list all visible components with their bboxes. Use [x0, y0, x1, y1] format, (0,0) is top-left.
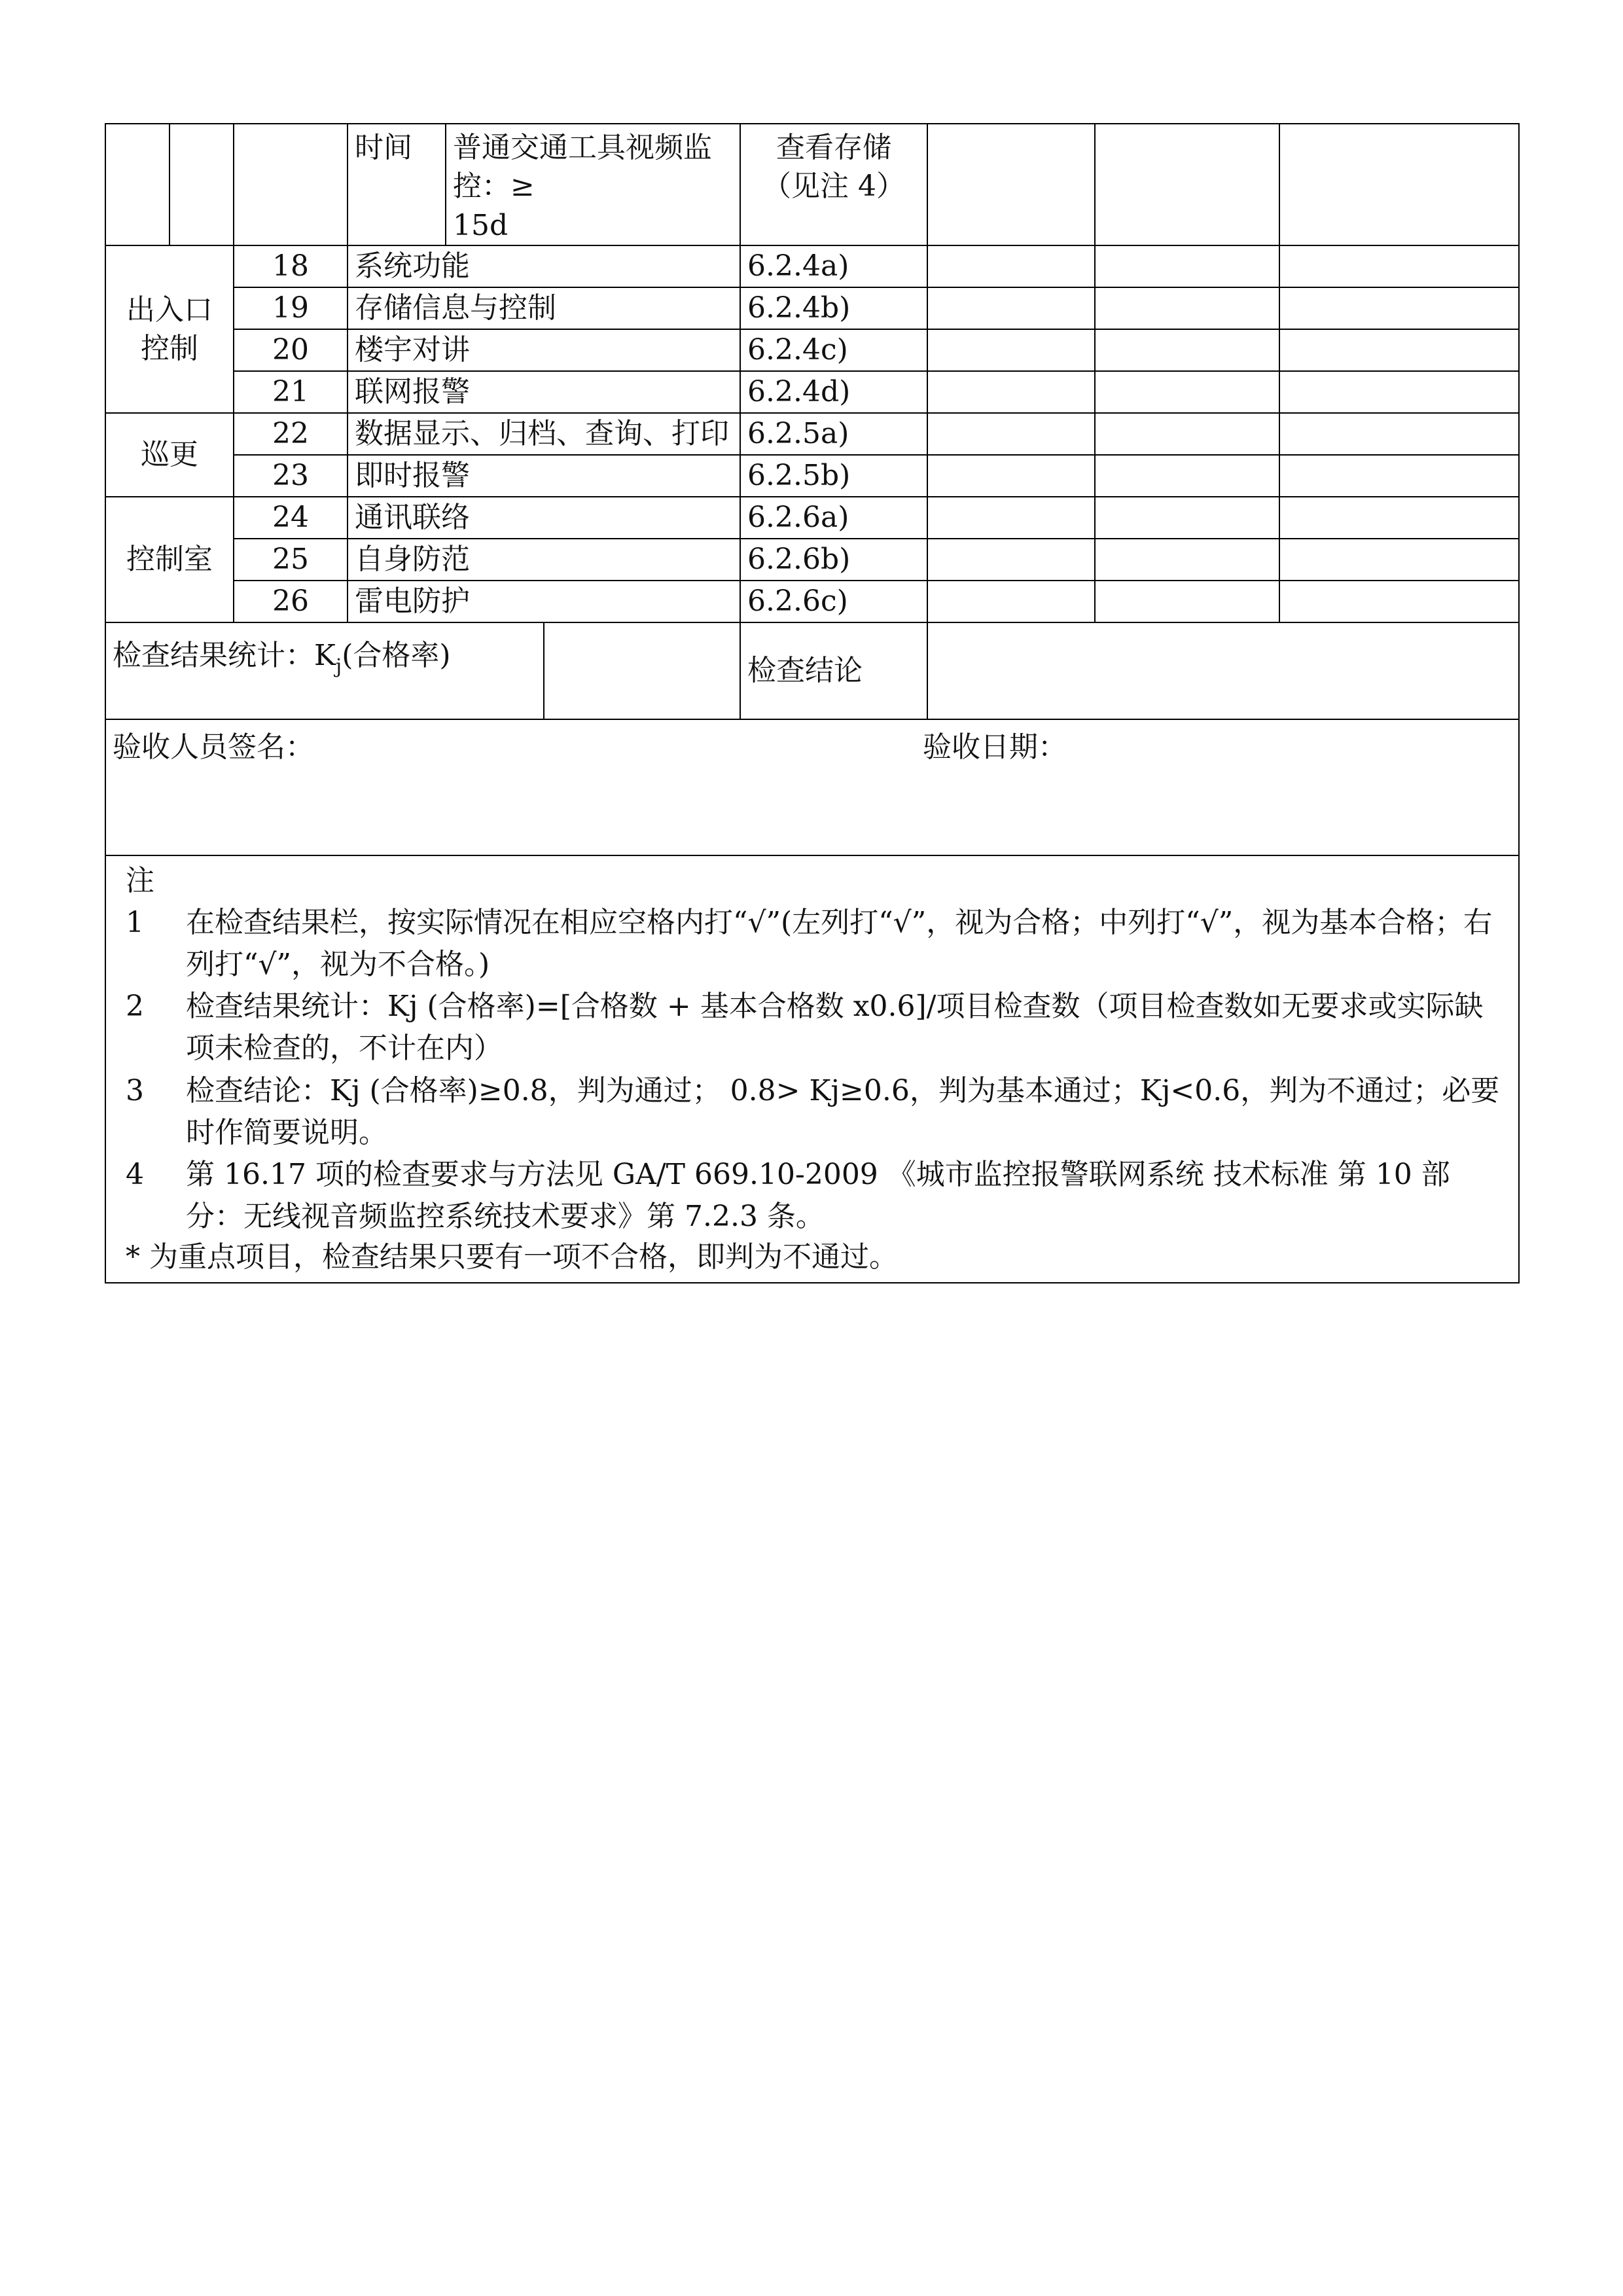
- result-basic-cell[interactable]: [1095, 581, 1279, 622]
- result-basic-cell[interactable]: [1095, 413, 1279, 455]
- statistics-label-suffix: (合格率): [342, 639, 451, 673]
- result-basic-cell[interactable]: [1095, 329, 1279, 371]
- result-pass-cell[interactable]: [927, 539, 1095, 581]
- table-row: [105, 287, 1519, 329]
- statistics-label-sub: j: [335, 655, 342, 679]
- row-clause: 6.2.4c): [740, 329, 927, 371]
- result-pass-cell[interactable]: [927, 287, 1095, 329]
- result-fail-cell[interactable]: [1279, 124, 1519, 245]
- item-text: 时间: [355, 131, 412, 164]
- result-pass-cell[interactable]: [927, 245, 1095, 287]
- section-name-cell: [105, 413, 234, 497]
- note-number: 1: [126, 905, 144, 939]
- result-basic-cell[interactable]: [1095, 455, 1279, 497]
- row-item: 系统功能: [348, 245, 740, 287]
- result-basic-cell[interactable]: [1095, 371, 1279, 413]
- row-number: 26: [234, 581, 348, 622]
- method-text: 查看存储: [776, 131, 891, 164]
- table-row: [105, 124, 1519, 245]
- section-name-cell: [105, 497, 234, 622]
- section-name: 巡更: [141, 438, 198, 472]
- table-row: [105, 329, 1519, 371]
- statistics-label-text: 检查结果统计：K: [113, 639, 336, 673]
- note-number: 4: [126, 1157, 144, 1191]
- note-item: [126, 986, 1505, 1069]
- row-number: 25: [234, 539, 348, 581]
- note-text: 检查结果统计：Kj (合格率)=[合格数 + 基本合格数 x0.6]/项目检查数（项目检查数如无要求或实际缺项未检查的，不计在内）: [186, 990, 1484, 1066]
- row-item: 即时报警: [348, 455, 740, 497]
- row-item: 联网报警: [348, 371, 740, 413]
- result-fail-cell[interactable]: [1279, 539, 1519, 581]
- item-cell: [348, 124, 446, 245]
- conclusion-value-cell[interactable]: [927, 622, 1519, 719]
- row-number: 24: [234, 497, 348, 539]
- conclusion-label: 检查结论: [740, 622, 927, 719]
- row-item: 雷电防护: [348, 581, 740, 622]
- row-item: 通讯联络: [348, 497, 740, 539]
- section-name: 出入口: [126, 293, 213, 327]
- statistics-row: [105, 622, 1519, 719]
- result-basic-cell[interactable]: [1095, 245, 1279, 287]
- note-item: [126, 1070, 1505, 1154]
- note-number: 2: [126, 990, 144, 1024]
- result-fail-cell[interactable]: [1279, 245, 1519, 287]
- note-text: 在检查结果栏，按实际情况在相应空格内打“√”(左列打“√”，视为合格；中列打“√”，视为基本合格；右列打“√”，视为不合格。): [186, 905, 1493, 981]
- result-pass-cell[interactable]: [927, 455, 1095, 497]
- requirement-text: 普通交通工具视频监控：≥: [453, 131, 712, 204]
- table-row: [105, 497, 1519, 539]
- row-clause: 6.2.6c): [740, 581, 927, 622]
- result-pass-cell[interactable]: [927, 124, 1095, 245]
- result-basic-cell[interactable]: [1095, 539, 1279, 581]
- statistics-label: [105, 622, 544, 719]
- section-name: 控制: [141, 332, 198, 366]
- signature-cell: [105, 719, 1519, 855]
- result-pass-cell[interactable]: [927, 581, 1095, 622]
- row-clause: 6.2.4b): [740, 287, 927, 329]
- row-number: 20: [234, 329, 348, 371]
- row-clause: 6.2.4a): [740, 245, 927, 287]
- number-cell: [234, 124, 348, 245]
- result-basic-cell[interactable]: [1095, 497, 1279, 539]
- table-row: [105, 455, 1519, 497]
- row-clause: 6.2.6a): [740, 497, 927, 539]
- note-item: [126, 902, 1505, 986]
- table-row: [105, 539, 1519, 581]
- note-text: 第 16.17 项的检查要求与方法见 GA/T 669.10-2009 《城市监控报警联网系统 技术标准 第 10 部分：无线视音频监控系统技术要求》第 7.2.3 条。: [186, 1157, 1450, 1234]
- row-number: 19: [234, 287, 348, 329]
- subcategory-cell: [169, 124, 234, 245]
- requirement-text: 15d: [453, 208, 508, 242]
- result-pass-cell[interactable]: [927, 497, 1095, 539]
- result-pass-cell[interactable]: [927, 413, 1095, 455]
- table-row: [105, 371, 1519, 413]
- result-basic-cell[interactable]: [1095, 124, 1279, 245]
- signature-row: [105, 719, 1519, 855]
- section-name: 控制室: [126, 543, 213, 577]
- row-item: 自身防范: [348, 539, 740, 581]
- row-number: 21: [234, 371, 348, 413]
- row-clause: 6.2.5a): [740, 413, 927, 455]
- result-fail-cell[interactable]: [1279, 413, 1519, 455]
- result-fail-cell[interactable]: [1279, 581, 1519, 622]
- row-number: 18: [234, 245, 348, 287]
- note-number: 3: [126, 1073, 144, 1107]
- row-clause: 6.2.6b): [740, 539, 927, 581]
- result-fail-cell[interactable]: [1279, 371, 1519, 413]
- note-item: [126, 1154, 1505, 1238]
- row-item: 数据显示、归档、查询、打印: [348, 413, 740, 455]
- inspection-date-label: 验收日期：: [923, 730, 1067, 764]
- row-number: 23: [234, 455, 348, 497]
- result-fail-cell[interactable]: [1279, 287, 1519, 329]
- acceptance-check-table: [105, 123, 1520, 1283]
- statistics-value-cell[interactable]: [544, 622, 740, 719]
- result-fail-cell[interactable]: [1279, 455, 1519, 497]
- inspector-signature-label: 验收人员签名：: [113, 730, 314, 764]
- result-fail-cell[interactable]: [1279, 497, 1519, 539]
- table-row: [105, 581, 1519, 622]
- row-number: 22: [234, 413, 348, 455]
- result-pass-cell[interactable]: [927, 329, 1095, 371]
- method-text: （见注 4）: [762, 170, 905, 204]
- row-item: 存储信息与控制: [348, 287, 740, 329]
- row-clause: 6.2.4d): [740, 371, 927, 413]
- notes-title: 注: [126, 864, 154, 898]
- notes-row: [105, 855, 1519, 1283]
- notes-footer: * 为重点项目，检查结果只要有一项不合格，即判为不通过。: [126, 1240, 898, 1274]
- method-cell: [740, 124, 927, 245]
- table-row: [105, 245, 1519, 287]
- requirement-cell: [446, 124, 740, 245]
- note-text: 检查结论：Kj (合格率)≥0.8，判为通过； 0.8> Kj≥0.6，判为基本通过；Kj<0.6，判为不通过；必要时作简要说明。: [186, 1073, 1500, 1149]
- row-item: 楼宇对讲: [348, 329, 740, 371]
- section-name-cell: [105, 245, 234, 413]
- result-pass-cell[interactable]: [927, 371, 1095, 413]
- table-row: [105, 413, 1519, 455]
- result-basic-cell[interactable]: [1095, 287, 1279, 329]
- notes-cell: [105, 855, 1519, 1283]
- category-cell: [105, 124, 169, 245]
- row-clause: 6.2.5b): [740, 455, 927, 497]
- result-fail-cell[interactable]: [1279, 329, 1519, 371]
